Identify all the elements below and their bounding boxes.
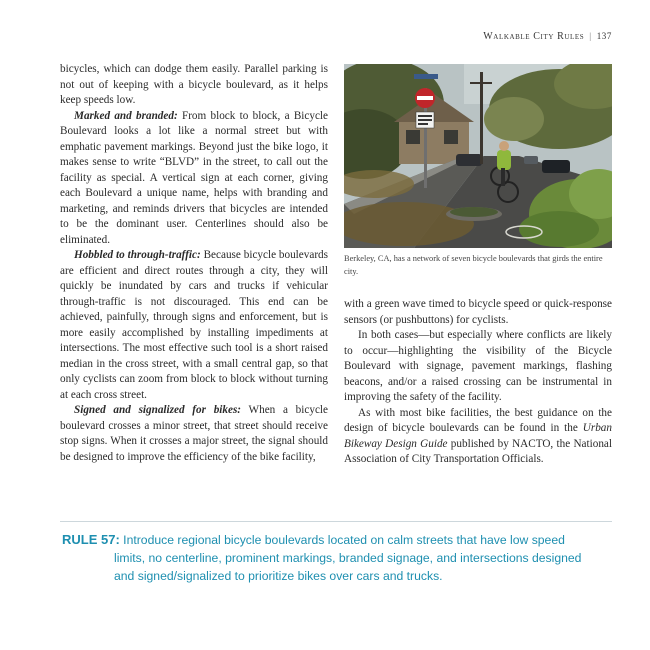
book-title: Walkable City Rules (483, 31, 585, 42)
paragraph-text: When a bicycle boulevard crosses a minor street, that street should receive stop signs. When it crosses a major street, the signal should be designed to improve the efficiency of the bike facility, (60, 404, 328, 463)
right-column (344, 297, 612, 468)
lead-in: Marked and branded: (74, 109, 178, 122)
paragraph-conflicts: In both cases—but especially where conflicts are likely to occur—highlighting the visibility of the Bicycle Boulevard with signage, pavement markings, flashing beacons, and/or a raised crossing can be instrumental in improving the safety of the facility. (344, 329, 612, 403)
rule-label: RULE 57: (62, 532, 120, 547)
rule-line-3: and signed/signalized to prioritize bikes over cars and trucks. (114, 569, 443, 583)
rule-text: Introduce regional bicycle boulevards located on calm streets that have low speed (119, 533, 565, 547)
paragraph-guidance (344, 406, 612, 468)
running-header (483, 31, 612, 42)
book-title-reference: Urban Bikeway Design Guide (344, 422, 612, 450)
lead-in: Hobbled to through-traffic: (74, 249, 201, 261)
paragraph-hobbled (60, 248, 328, 403)
header-separator: | (589, 31, 592, 41)
rule-callout (62, 531, 610, 585)
bicycle-boulevard-photo (344, 64, 612, 248)
left-column (60, 62, 328, 465)
paragraph-continuation: bicycles, which can dodge them easily. Parallel parking is not out of keeping with a bicycle boulevard, as it helps keep speeds low. (60, 63, 328, 106)
paragraph-text: published by NACTO, the National Association of City Transportation Officials. (344, 437, 612, 465)
paragraph-signed-signalized (60, 403, 328, 465)
photo-caption: Berkeley, CA, has a network of seven bicycle boulevards that girds the entire city. (344, 254, 603, 276)
lead-in: Signed and signalized for bikes: (74, 404, 242, 416)
rule-divider (60, 521, 612, 522)
paragraph-text: From block to block, a Bicycle Boulevard looks a lot like a normal street but with emphatic pavement markings. Beyond just the bike logo, it makes sense to write “BLVD” in the street, to call out the facility as special. A vertical sign at each corner, giving each Boulevard a unique name, helps with branding and marketing, and reminds drivers that bicycles are intended to be the dominant user. Centerlines should also be eliminated. (60, 109, 328, 246)
rule-line-2: limits, no centerline, prominent markings, branded signage, and intersections designed (114, 551, 582, 565)
paragraph-text: As with most bike facilities, the best guidance on the design of bicycle boulevards can be found in the (344, 406, 612, 434)
paragraph-text: Because bicycle boulevards are efficient and direct routes through a city, they will quickly be inundated by cars and trucks if vehicular through-traffic is not discouraged. This end can be achieved, painfully, through signs and enforcement, but is more easily accomplished by installing impediments at intersections. The most effective such tool is a short raised median in the cross street, with a small central gap, so that only cyclists can zoom from block to block without turning at each cross street. (60, 249, 328, 401)
rule-line-1 (62, 531, 610, 549)
page-number: 137 (596, 31, 612, 41)
paragraph-marked-branded (60, 109, 328, 249)
paragraph-continuation: with a green wave timed to bicycle speed or quick-response sensors (or pushbuttons) for cyclists. (344, 298, 612, 326)
